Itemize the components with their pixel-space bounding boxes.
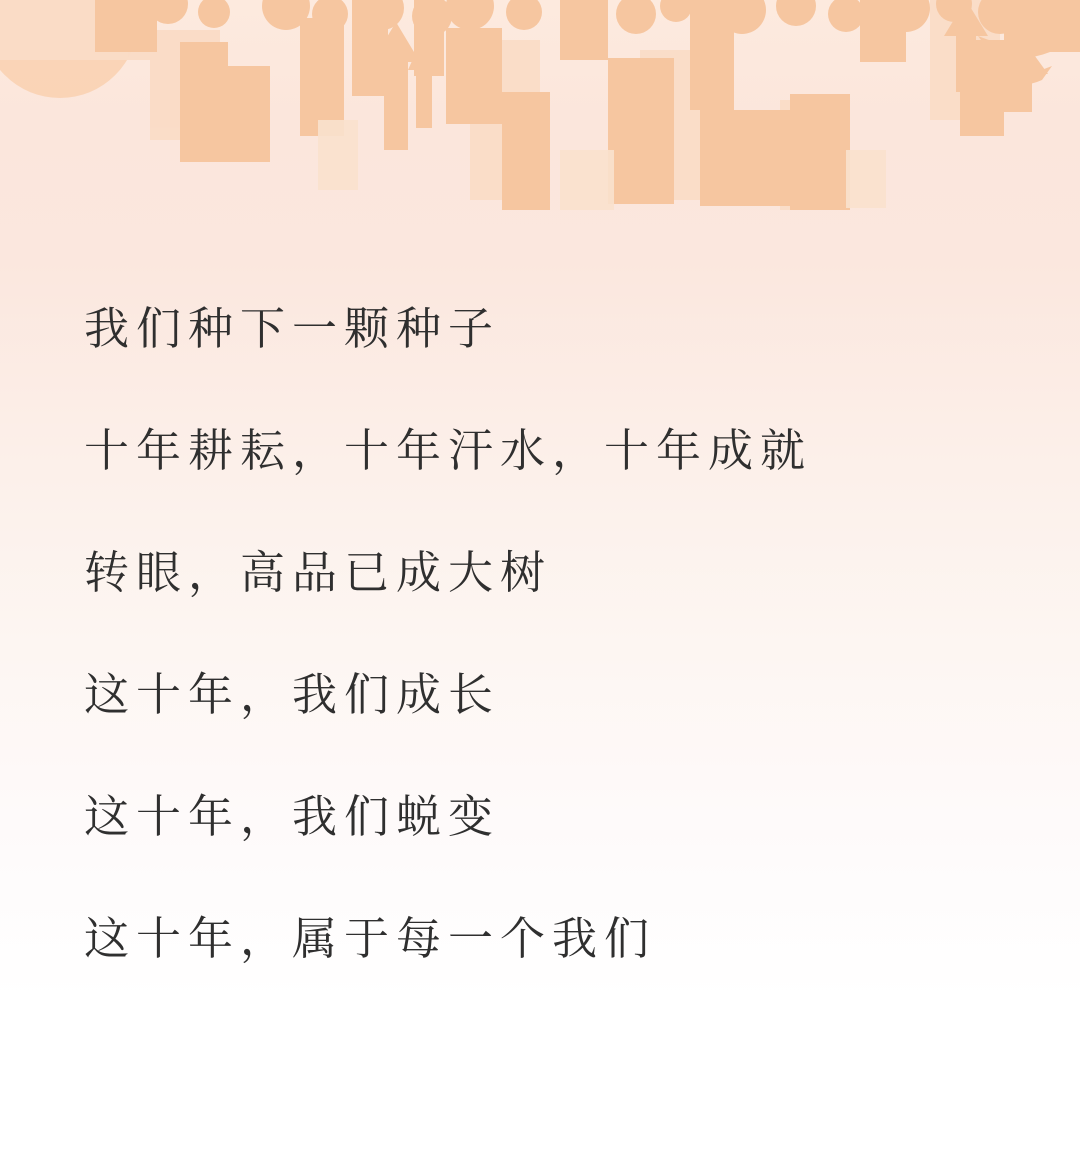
poem-block (84, 268, 1014, 1000)
sun-circle (0, 0, 138, 98)
skyline-decoration (0, 0, 1080, 300)
skyline-foreground-blocks (318, 120, 886, 210)
poem-line: 转眼，高品已成大树 (84, 548, 553, 598)
poem-line: 这十年，属于每一个我们 (84, 914, 657, 964)
poem-line: 这十年，我们蜕变 (84, 792, 501, 842)
poem-line: 这十年，我们成长 (84, 670, 501, 720)
poem-line: 十年耕耘，十年汗水，十年成就 (84, 426, 813, 476)
skyline-main-buildings (95, 0, 1080, 210)
skyline-back-buildings (0, 0, 1000, 210)
poem-line: 我们种下一颗种子 (84, 304, 501, 354)
